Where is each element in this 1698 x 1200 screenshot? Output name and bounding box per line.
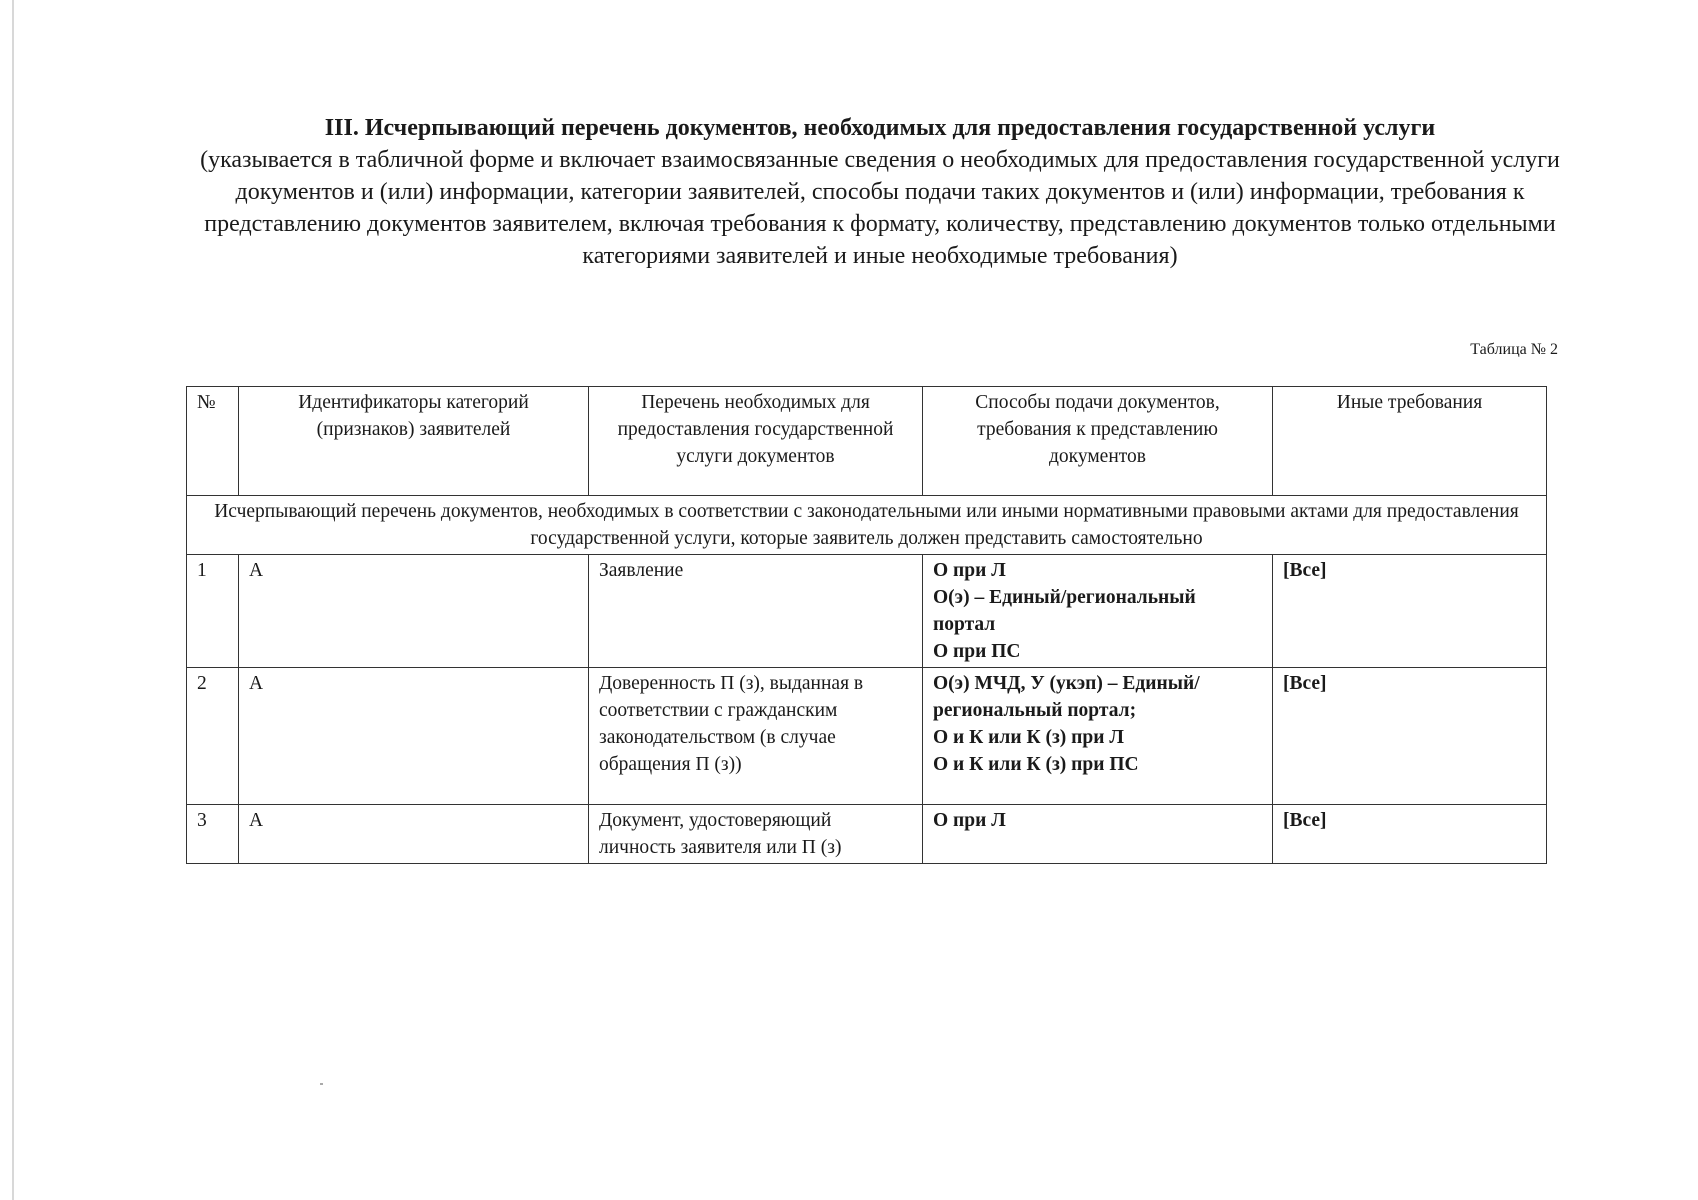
page-edge	[12, 0, 14, 1200]
section-description: (указывается в табличной форме и включает взаимосвязанные сведения о необходимых для предоставления государственной услуги документов и (или) информации, категории заявителей, способы подачи таких документов и (или) информации, требования к представлению документов заявителем, включая требования к формату, количеству, представлению документов только отдельными категориями заявителей и иные необходимые требования)	[200, 147, 1560, 269]
row-methods	[923, 805, 1273, 864]
row-methods	[923, 555, 1273, 668]
section-row	[187, 496, 1547, 555]
header-number: №	[187, 387, 239, 496]
section-heading: III. Исчерпывающий перечень документов, необходимых для предоставления государственной услуги	[324, 115, 1436, 141]
row-category: А	[239, 555, 589, 668]
table-header-row	[187, 387, 1547, 496]
row-other: [Все]	[1273, 805, 1547, 864]
row-number: 3	[187, 805, 239, 864]
documents-table	[186, 386, 1547, 864]
row-number: 1	[187, 555, 239, 668]
row-document: Заявление	[589, 555, 923, 668]
method-line: О при Л	[933, 810, 1006, 831]
row-methods	[923, 668, 1273, 805]
method-line: О(э) – Единый/региональный портал	[933, 587, 1196, 635]
table-row	[187, 805, 1547, 864]
method-line: О и К или К (з) при ПС	[933, 754, 1139, 775]
header-documents: Перечень необходимых для предоставления государственной услуги документов	[589, 387, 923, 496]
method-line: О при ПС	[933, 641, 1021, 662]
method-line: О при Л	[933, 560, 1006, 581]
row-document: Доверенность П (з), выданная в соответствии с гражданским законодательством (в случае обращения П (з))	[589, 668, 923, 805]
row-category: А	[239, 668, 589, 805]
header-methods: Способы подачи документов, требования к представлению документов	[923, 387, 1273, 496]
section-row-title: Исчерпывающий перечень документов, необходимых в соответствии с законодательными или иными нормативными правовыми актами для предоставления государственной услуги, которые заявитель должен представить самостоятельно	[187, 496, 1547, 555]
row-other: [Все]	[1273, 668, 1547, 805]
table-row	[187, 668, 1547, 805]
row-category: А	[239, 805, 589, 864]
table-caption: Таблица № 2	[1470, 341, 1558, 358]
method-line: О(э) МЧД, У (укэп) – Единый/региональный портал;	[933, 673, 1200, 721]
row-document: Документ, удостоверяющий личность заявителя или П (з)	[589, 805, 923, 864]
scan-speck	[320, 1083, 323, 1085]
header-categories: Идентификаторы категорий (признаков) заявителей	[239, 387, 589, 496]
row-number: 2	[187, 668, 239, 805]
table-row	[187, 555, 1547, 668]
section-title-block	[200, 112, 1560, 272]
header-other: Иные требования	[1273, 387, 1547, 496]
row-other: [Все]	[1273, 555, 1547, 668]
method-line: О и К или К (з) при Л	[933, 727, 1124, 748]
